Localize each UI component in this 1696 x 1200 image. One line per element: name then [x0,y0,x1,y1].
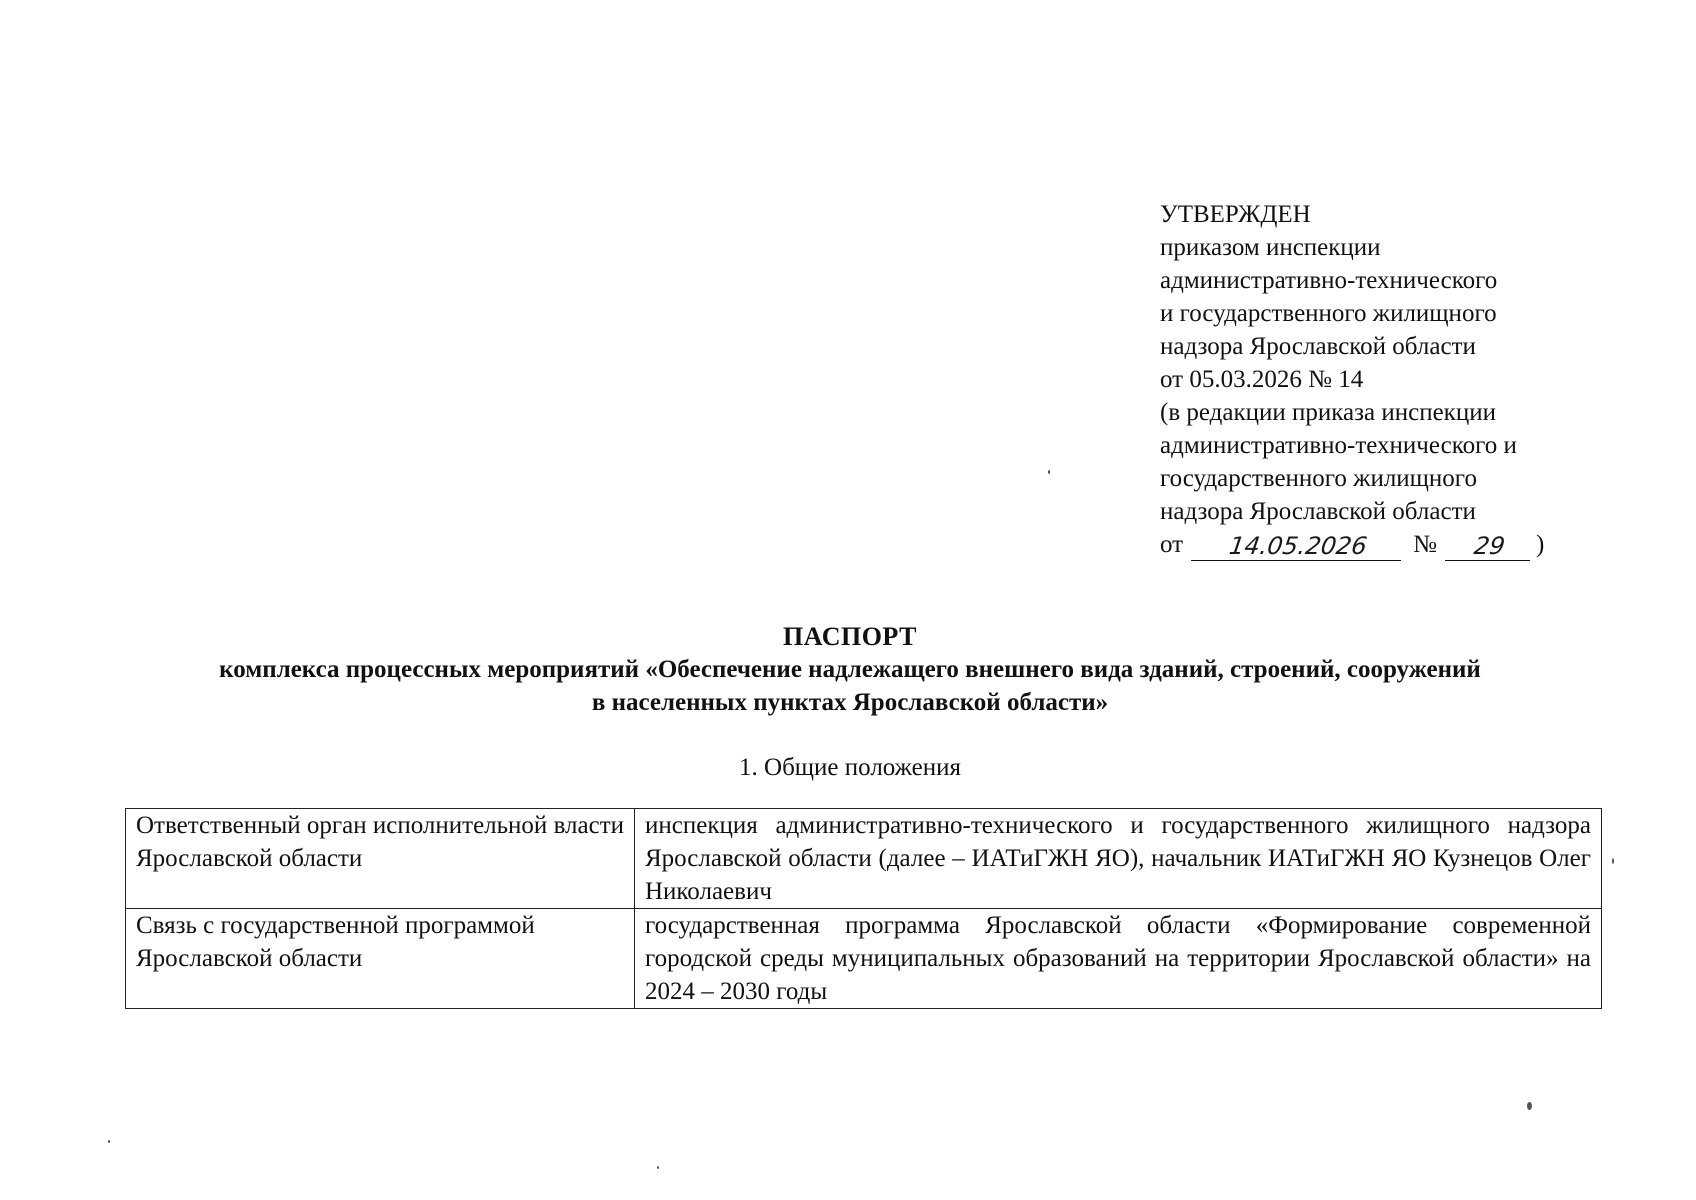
date-prefix: от [1160,531,1184,558]
table-row [126,809,1602,909]
approval-line: государственного жилищного [1160,465,1477,492]
scan-speck [1527,1102,1532,1110]
approval-line: надзора Ярославской области [1160,333,1476,360]
scan-speck [108,1140,110,1143]
scan-speck [1612,858,1614,864]
approval-heading: УТВЕРЖДЕН [1160,201,1311,228]
title-line-1: комплекса процессных мероприятий «Обеспечение надлежащего внешнего вида зданий, строений, сооружений [219,656,1481,683]
number-sign: № [1413,531,1437,558]
row-label: Связь с государственной программой Ярославской области [126,909,635,1009]
title-main: ПАСПОРТ [783,622,917,651]
title-line-2: в населенных пунктах Ярославской области» [591,689,1109,716]
approval-line: и государственного жилищного [1160,300,1497,327]
close-paren: ) [1535,531,1545,558]
row-value: инспекция административно-технического и государственного жилищного надзора Ярославской области (далее – ИАТиГЖН ЯО), начальник ИАТиГЖН ЯО Кузнецов Олег Николаевич [635,809,1602,909]
scan-speck [657,1166,659,1169]
document-title [100,620,1600,719]
approval-original-order: от 05.03.2026 № 14 [1160,366,1364,393]
section-heading: 1. Общие положения [739,754,961,781]
approval-line: приказом инспекции [1160,234,1381,261]
approval-line: административно-технического [1160,267,1498,294]
row-value: государственная программа Ярославской области «Формирование современной городской среды муниципальных образований на территории Ярославской области» на 2024 – 2030 годы [635,909,1602,1009]
row-label: Ответственный орган исполнительной власти Ярославской области [126,809,635,909]
handwritten-number: 29 [1445,532,1534,561]
approval-line: (в редакции приказа инспекции [1160,399,1496,426]
approval-line: административно-технического и [1160,432,1517,459]
approval-block [1160,198,1600,561]
general-provisions-table [125,808,1602,1009]
handwritten-date: 14.05.2026 [1191,532,1405,561]
approval-line: надзора Ярославской области [1160,498,1476,525]
amendment-date-line [1160,528,1600,561]
scan-speck [1048,470,1050,474]
table-row [126,909,1602,1009]
